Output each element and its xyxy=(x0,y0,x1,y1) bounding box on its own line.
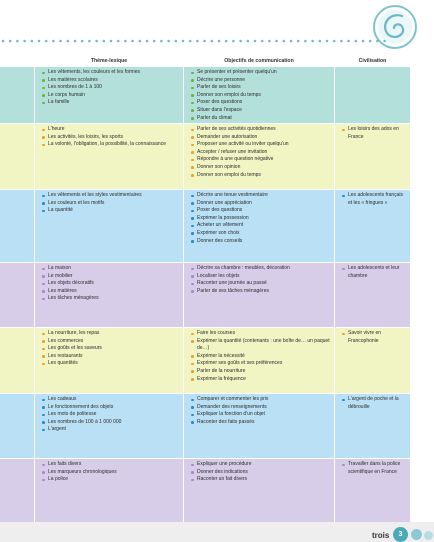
list-item: Expliquer la fonction d'un objet xyxy=(190,411,331,419)
table-row xyxy=(0,124,410,189)
list-item: Le corps humain xyxy=(41,92,180,100)
lexique-cell xyxy=(35,190,183,262)
list-item: Décrire sa chambre : meubles, décoration xyxy=(190,265,331,273)
bullet-list xyxy=(41,192,180,215)
list-item: Accepter / refuser une invitation xyxy=(190,149,331,157)
list-item: La famille xyxy=(41,99,180,107)
page-number-badge: 3 xyxy=(393,527,408,542)
list-item: Décrire une tenue vestimentaire xyxy=(190,192,331,200)
list-item: Parler de ses activités quotidiennes xyxy=(190,126,331,134)
list-item: Les nombres de 100 à 1 000 000 xyxy=(41,419,180,427)
list-item: Le fonctionnement des objets xyxy=(41,404,180,412)
civilisation-cell xyxy=(335,263,410,327)
list-item: Parler de la nourriture xyxy=(190,368,331,376)
column-header-lexique: Thème-lexique xyxy=(90,58,128,64)
lexique-cell xyxy=(35,263,183,327)
bullet-list xyxy=(41,330,180,368)
civilisation-cell xyxy=(335,459,410,524)
list-item: Les matières scolaires xyxy=(41,77,180,85)
bullet-list xyxy=(341,396,407,411)
list-item: Les tâches ménagères xyxy=(41,295,180,303)
list-item: Parler de ses tâches ménagères xyxy=(190,288,331,296)
row-label-cell xyxy=(0,124,34,189)
list-item: Faire les courses xyxy=(190,330,331,338)
row-label-cell xyxy=(0,328,34,393)
bullet-list xyxy=(41,126,180,149)
list-item: Situer dans l'espace xyxy=(190,107,331,115)
lexique-cell xyxy=(35,328,183,393)
objectifs-cell xyxy=(184,459,334,524)
row-label-cell xyxy=(0,459,34,524)
list-item: Les quantités xyxy=(41,360,180,368)
list-item: Les restaurants xyxy=(41,353,180,361)
bullet-list xyxy=(341,330,407,345)
list-item: Les adolescents et leur chambre xyxy=(341,265,407,280)
dotted-divider xyxy=(0,38,390,44)
bullet-list xyxy=(190,192,331,245)
list-item: Les nombres de 1 à 100 xyxy=(41,84,180,92)
bullet-list xyxy=(190,126,331,179)
list-item: La volonté, l'obligation, la possibilité, la connaissance xyxy=(41,141,180,149)
lexique-cell xyxy=(35,394,183,458)
column-header-civilisation: Civilisation xyxy=(358,58,387,64)
objectifs-cell xyxy=(184,328,334,393)
bullet-list xyxy=(41,461,180,484)
row-label-cell xyxy=(0,394,34,458)
objectifs-cell xyxy=(184,124,334,189)
list-item: Demander une autorisation xyxy=(190,134,331,142)
page-footer xyxy=(0,522,434,542)
list-item: Décrire une personne xyxy=(190,77,331,85)
list-item: Les cadeaux xyxy=(41,396,180,404)
list-item: La quantité xyxy=(41,207,180,215)
list-item: Les vêtements et les styles vestimentaires xyxy=(41,192,180,200)
list-item: Exprimer la fréquence xyxy=(190,376,331,384)
list-item: La nourriture, les repas xyxy=(41,330,180,338)
table-row xyxy=(0,263,410,327)
list-item: Les vêtements, les couleurs et les formes xyxy=(41,69,180,77)
table-row xyxy=(0,459,410,524)
list-item: Poser des questions xyxy=(190,99,331,107)
civilisation-cell xyxy=(335,394,410,458)
list-item: Les couleurs et les motifs xyxy=(41,200,180,208)
list-item: L'heure xyxy=(41,126,180,134)
bullet-list xyxy=(190,461,331,484)
row-label-cell xyxy=(0,190,34,262)
list-item: Raconter des faits passés xyxy=(190,419,331,427)
bullet-list xyxy=(190,330,331,383)
civilisation-cell xyxy=(335,67,410,123)
decor-bubble-icon xyxy=(424,531,433,540)
bullet-list xyxy=(341,265,407,280)
page-number-word: trois xyxy=(372,531,390,540)
list-item: Les matières xyxy=(41,288,180,296)
list-item: Exprimer la quantité (contenants : une boîte de… un paquet de…) xyxy=(190,338,331,353)
list-item: Acheter un vêtement xyxy=(190,222,331,230)
list-item: Les loisirs des ados en France xyxy=(341,126,407,141)
list-item: Donner son opinion xyxy=(190,164,331,172)
lexique-cell xyxy=(35,459,183,524)
bullet-list xyxy=(190,396,331,426)
objectifs-cell xyxy=(184,190,334,262)
column-header-objectifs: Objectifs de communication xyxy=(224,58,294,64)
objectifs-cell xyxy=(184,263,334,327)
decor-bubble-icon xyxy=(411,529,422,540)
list-item: Expliquer une procédure xyxy=(190,461,331,469)
list-item: Donner des indications xyxy=(190,469,331,477)
objectifs-cell xyxy=(184,67,334,123)
list-item: Les activités, les loisirs, les sports xyxy=(41,134,180,142)
bullet-list xyxy=(41,265,180,303)
list-item: Raconter une journée au passé xyxy=(190,280,331,288)
list-item: La police xyxy=(41,476,180,484)
list-item: Les adolescents français et les « fringues » xyxy=(341,192,407,207)
list-item: Poser des questions xyxy=(190,207,331,215)
civilisation-cell xyxy=(335,124,410,189)
list-item: Donner son emploi du temps xyxy=(190,92,331,100)
list-item: Exprimer la possession xyxy=(190,215,331,223)
bullet-list xyxy=(341,461,407,476)
list-item: Se présenter et présenter quelqu'un xyxy=(190,69,331,77)
list-item: Les goûts et les saveurs xyxy=(41,345,180,353)
list-item: Les commerces xyxy=(41,338,180,346)
list-item: Parler du climat xyxy=(190,115,331,123)
table-row xyxy=(0,328,410,393)
list-item: Donner des conseils xyxy=(190,238,331,246)
bullet-list xyxy=(41,396,180,434)
list-item: Parler de ses loisirs xyxy=(190,84,331,92)
bullet-list xyxy=(190,69,331,122)
civilisation-cell xyxy=(335,190,410,262)
list-item: Les objets décoratifs xyxy=(41,280,180,288)
list-item: Comparer et commenter les prix xyxy=(190,396,331,404)
list-item: Les faits divers xyxy=(41,461,180,469)
list-item: Demander des renseignements xyxy=(190,404,331,412)
civilisation-cell xyxy=(335,328,410,393)
list-item: Exprimer ses goûts et ses préférences xyxy=(190,360,331,368)
bullet-list xyxy=(341,192,407,207)
table-row xyxy=(0,67,410,123)
list-item: Savoir vivre en Francophonie xyxy=(341,330,407,345)
list-item: Donner une appréciation xyxy=(190,200,331,208)
lexique-cell xyxy=(35,67,183,123)
table-row xyxy=(0,394,410,458)
row-label-cell xyxy=(0,263,34,327)
list-item: Proposer une activité ou inviter quelqu'un xyxy=(190,141,331,149)
list-item: Le mobilier xyxy=(41,273,180,281)
bullet-list xyxy=(41,69,180,107)
objectifs-cell xyxy=(184,394,334,458)
row-label-cell xyxy=(0,67,34,123)
list-item: Exprimer son choix xyxy=(190,230,331,238)
list-item: Raconter un fait divers xyxy=(190,476,331,484)
lexique-cell xyxy=(35,124,183,189)
list-item: L'argent xyxy=(41,426,180,434)
list-item: Localiser les objets xyxy=(190,273,331,281)
list-item: Les marqueurs chronologiques xyxy=(41,469,180,477)
list-item: Donner son emploi du temps xyxy=(190,172,331,180)
bullet-list xyxy=(341,126,407,141)
list-item: Répondre à une question négative xyxy=(190,156,331,164)
list-item: L'argent de poche et la débrouille xyxy=(341,396,407,411)
list-item: Travailler dans la police scientifique en France xyxy=(341,461,407,476)
table-row xyxy=(0,190,410,262)
list-item: La maison xyxy=(41,265,180,273)
list-item: Exprimer la nécessité xyxy=(190,353,331,361)
list-item: Les mots de politesse xyxy=(41,411,180,419)
bullet-list xyxy=(190,265,331,295)
